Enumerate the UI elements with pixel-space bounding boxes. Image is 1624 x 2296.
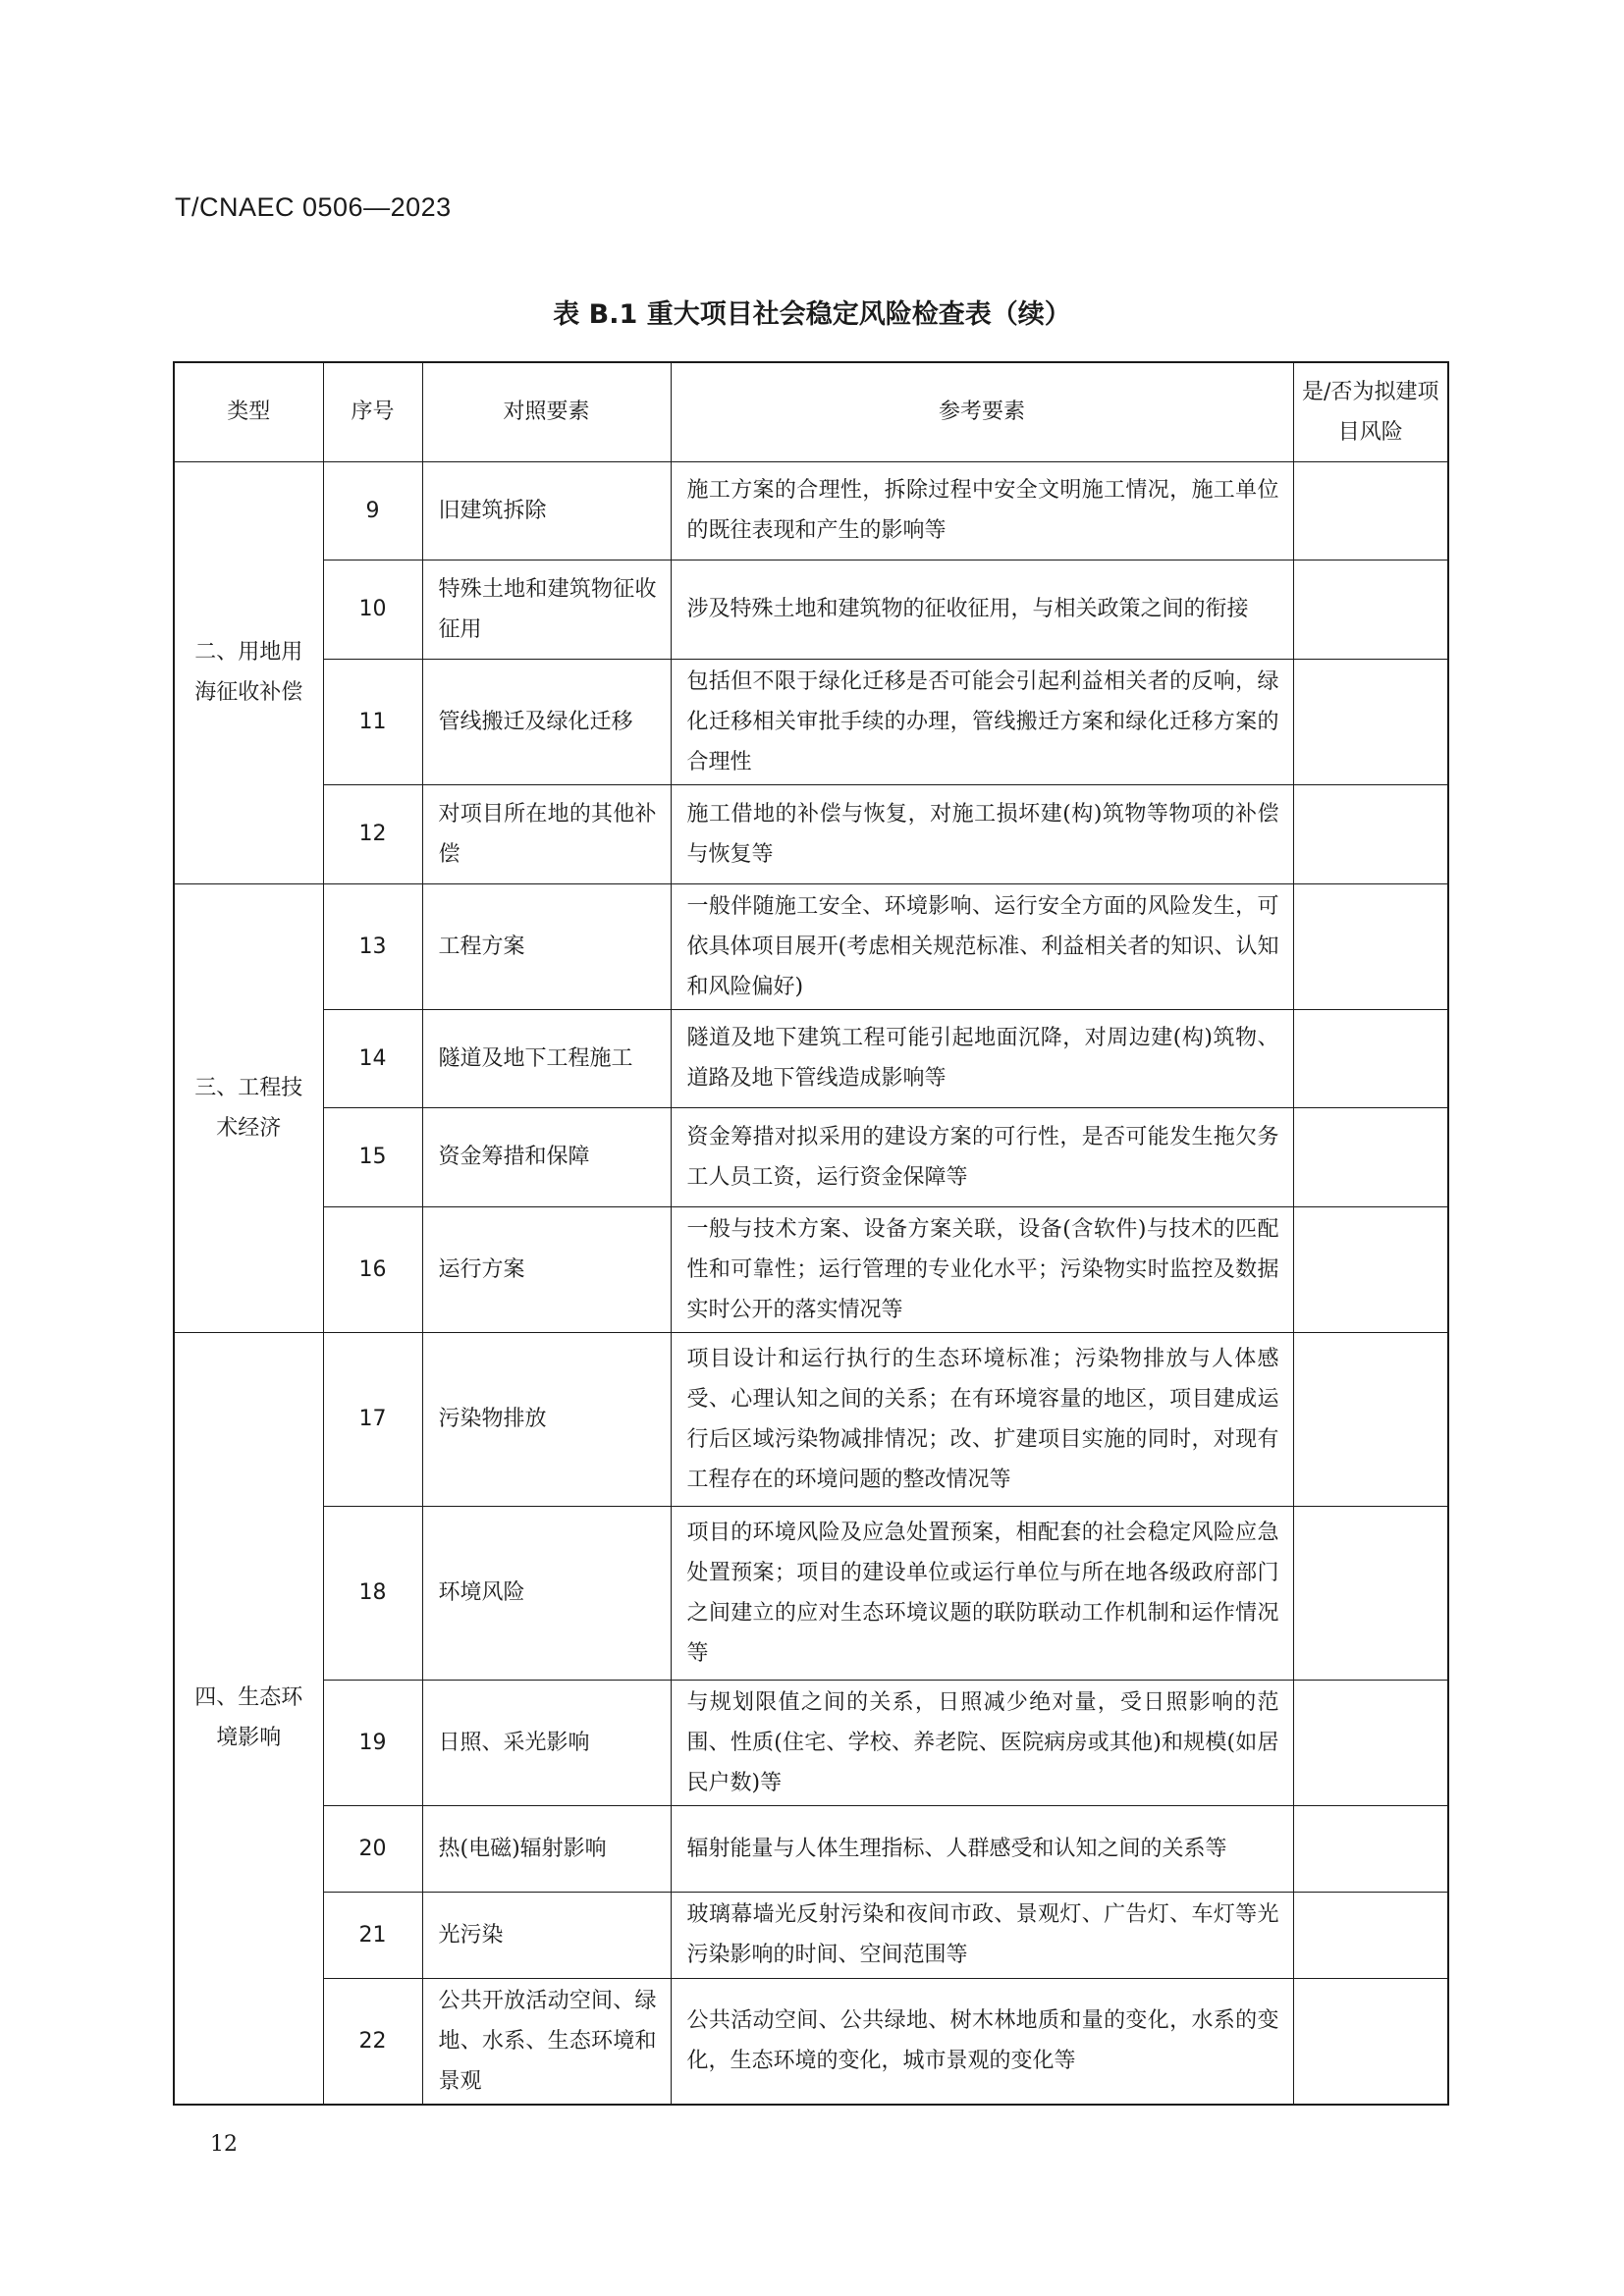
check-item: 特殊土地和建筑物征收征用 — [422, 560, 671, 659]
row-number: 17 — [323, 1332, 422, 1506]
check-item: 日照、采光影响 — [422, 1680, 671, 1805]
row-number: 21 — [323, 1892, 422, 1978]
table-row — [174, 1805, 1448, 1892]
row-number: 9 — [323, 461, 422, 560]
table-row — [174, 1107, 1448, 1206]
header-flag: 是/否为拟建项目风险 — [1293, 362, 1448, 461]
reference-element: 玻璃幕墙光反射污染和夜间市政、景观灯、广告灯、车灯等光污染影响的时间、空间范围等 — [671, 1892, 1293, 1978]
reference-element: 施工方案的合理性，拆除过程中安全文明施工情况，施工单位的既往表现和产生的影响等 — [671, 461, 1293, 560]
risk-flag-cell — [1293, 1892, 1448, 1978]
table-row — [174, 1332, 1448, 1506]
reference-element: 辐射能量与人体生理指标、人群感受和认知之间的关系等 — [671, 1805, 1293, 1892]
reference-element: 项目的环境风险及应急处置预案，相配套的社会稳定风险应急处置预案；项目的建设单位或运行单位与所在地各级政府部门之间建立的应对生态环境议题的联防联动工作机制和运作情况等 — [671, 1506, 1293, 1680]
risk-flag-cell — [1293, 1009, 1448, 1107]
risk-flag-cell — [1293, 560, 1448, 659]
risk-flag-cell — [1293, 1506, 1448, 1680]
check-item: 环境风险 — [422, 1506, 671, 1680]
table-row — [174, 1892, 1448, 1978]
risk-flag-cell — [1293, 1978, 1448, 2105]
reference-element: 隧道及地下建筑工程可能引起地面沉降，对周边建(构)筑物、道路及地下管线造成影响等 — [671, 1009, 1293, 1107]
reference-element: 公共活动空间、公共绿地、树木林地质和量的变化，水系的变化，生态环境的变化，城市景观的变化等 — [671, 1978, 1293, 2105]
page-number: 12 — [210, 2132, 238, 2157]
table-row — [174, 560, 1448, 659]
row-number: 20 — [323, 1805, 422, 1892]
reference-element: 施工借地的补偿与恢复，对施工损坏建(构)筑物等物项的补偿与恢复等 — [671, 784, 1293, 883]
risk-check-table — [173, 361, 1449, 2106]
risk-flag-cell — [1293, 1680, 1448, 1805]
reference-element: 涉及特殊土地和建筑物的征收征用，与相关政策之间的衔接 — [671, 560, 1293, 659]
risk-flag-cell — [1293, 883, 1448, 1009]
check-item: 对项目所在地的其他补偿 — [422, 784, 671, 883]
table-row — [174, 1680, 1448, 1805]
row-number: 19 — [323, 1680, 422, 1805]
header-item: 对照要素 — [422, 362, 671, 461]
table-row — [174, 1009, 1448, 1107]
reference-element: 一般与技术方案、设备方案关联，设备(含软件)与技术的匹配性和可靠性；运行管理的专业化水平；污染物实时监控及数据实时公开的落实情况等 — [671, 1206, 1293, 1332]
check-item: 工程方案 — [422, 883, 671, 1009]
risk-flag-cell — [1293, 1332, 1448, 1506]
risk-flag-cell — [1293, 659, 1448, 784]
check-item: 旧建筑拆除 — [422, 461, 671, 560]
row-number: 14 — [323, 1009, 422, 1107]
table-row — [174, 461, 1448, 560]
table-row — [174, 1206, 1448, 1332]
table-row — [174, 784, 1448, 883]
check-item: 污染物排放 — [422, 1332, 671, 1506]
category-cell: 三、工程技术经济 — [174, 883, 323, 1332]
table-title: 表 B.1 重大项目社会稳定风险检查表（续） — [553, 299, 1071, 330]
row-number: 12 — [323, 784, 422, 883]
header-seq: 序号 — [323, 362, 422, 461]
reference-element: 项目设计和运行执行的生态环境标准；污染物排放与人体感受、心理认知之间的关系；在有环境容量的地区，项目建成运行后区域污染物减排情况；改、扩建项目实施的同时，对现有工程存在的环境问题的整改情况等 — [671, 1332, 1293, 1506]
table-row — [174, 883, 1448, 1009]
category-cell: 四、生态环境影响 — [174, 1332, 323, 2105]
check-item: 热(电磁)辐射影响 — [422, 1805, 671, 1892]
risk-flag-cell — [1293, 1805, 1448, 1892]
table-row — [174, 659, 1448, 784]
reference-element: 一般伴随施工安全、环境影响、运行安全方面的风险发生，可依具体项目展开(考虑相关规范标准、利益相关者的知识、认知和风险偏好) — [671, 883, 1293, 1009]
check-item: 隧道及地下工程施工 — [422, 1009, 671, 1107]
check-item: 光污染 — [422, 1892, 671, 1978]
check-item: 运行方案 — [422, 1206, 671, 1332]
risk-flag-cell — [1293, 784, 1448, 883]
reference-element: 资金筹措对拟采用的建设方案的可行性，是否可能发生拖欠务工人员工资，运行资金保障等 — [671, 1107, 1293, 1206]
header-ref: 参考要素 — [671, 362, 1293, 461]
row-number: 13 — [323, 883, 422, 1009]
row-number: 16 — [323, 1206, 422, 1332]
risk-flag-cell — [1293, 1107, 1448, 1206]
check-item: 管线搬迁及绿化迁移 — [422, 659, 671, 784]
row-number: 15 — [323, 1107, 422, 1206]
risk-flag-cell — [1293, 461, 1448, 560]
check-item: 资金筹措和保障 — [422, 1107, 671, 1206]
header-type: 类型 — [174, 362, 323, 461]
check-item: 公共开放活动空间、绿地、水系、生态环境和景观 — [422, 1978, 671, 2105]
risk-flag-cell — [1293, 1206, 1448, 1332]
table-row — [174, 1506, 1448, 1680]
row-number: 18 — [323, 1506, 422, 1680]
row-number: 22 — [323, 1978, 422, 2105]
reference-element: 包括但不限于绿化迁移是否可能会引起利益相关者的反响，绿化迁移相关审批手续的办理，管线搬迁方案和绿化迁移方案的合理性 — [671, 659, 1293, 784]
row-number: 10 — [323, 560, 422, 659]
document-code: T/CNAEC 0506—2023 — [175, 192, 452, 222]
category-cell: 二、用地用海征收补偿 — [174, 461, 323, 883]
reference-element: 与规划限值之间的关系，日照减少绝对量，受日照影响的范围、性质(住宅、学校、养老院、医院病房或其他)和规模(如居民户数)等 — [671, 1680, 1293, 1805]
table-header-row — [174, 362, 1448, 461]
row-number: 11 — [323, 659, 422, 784]
table-row — [174, 1978, 1448, 2105]
